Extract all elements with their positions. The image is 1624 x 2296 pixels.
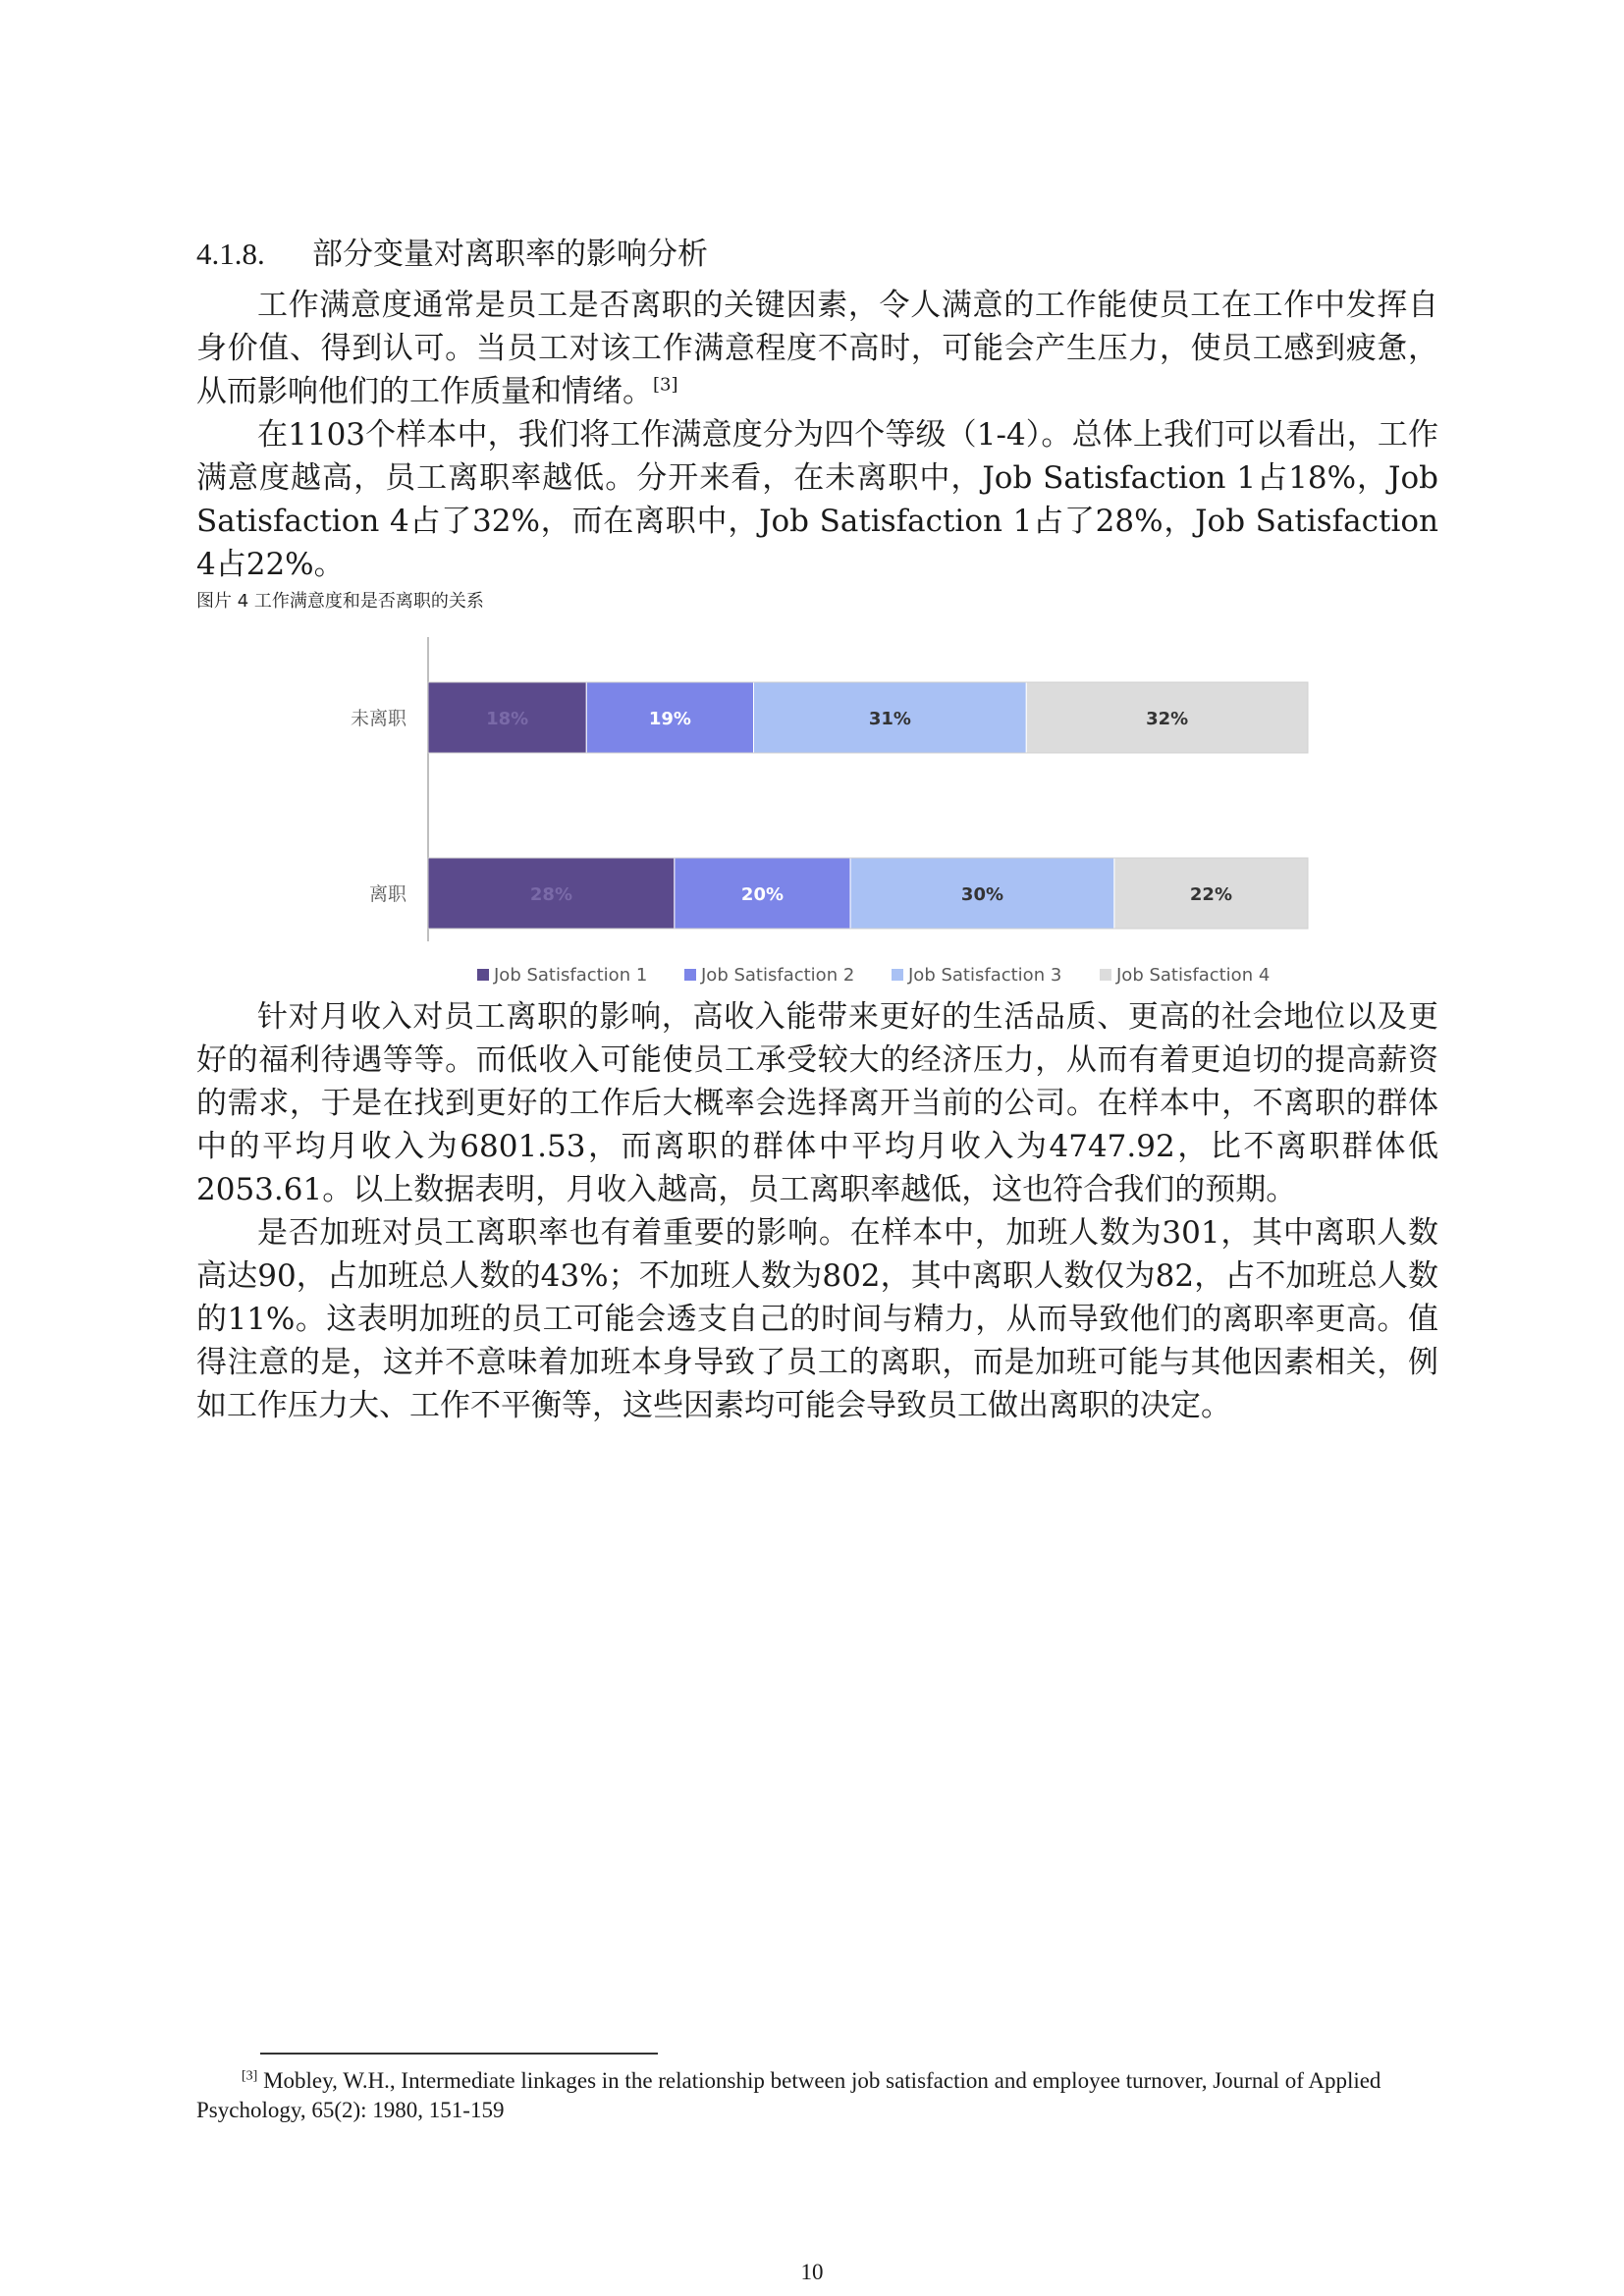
- paragraph-satisfaction-levels: 在1103个样本中，我们将工作满意度分为四个等级（1-4）。总体上我们可以看出，工作满意度越高，员工离职率越低。分开来看，在未离职中，Job Satisfaction 1占18%，Job Satisfaction 4占了32%，而在离职中，Job Satisfaction 1占了28%，Job Satisfaction 4占22%。: [196, 417, 1438, 582]
- footnote-separator: [260, 2053, 658, 2055]
- data-label: 32%: [1146, 709, 1189, 729]
- page-number: 10: [800, 2260, 824, 2284]
- section-heading: [196, 231, 1438, 278]
- figure-chart: [196, 627, 1438, 995]
- footnote-ref: [3]: [242, 2068, 258, 2084]
- legend-swatch: [684, 969, 696, 981]
- paragraph-monthly-income: 针对月收入对员工离职的影响，高收入能带来更好的生活品质、更高的社会地位以及更好的福利待遇等等。而低收入可能使员工承受较大的经济压力，从而有着更迫切的提高薪资的需求，于是在找到更好的工作后大概率会选择离开当前的公司。在样本中，不离职的群体中的平均月收入为6801.53，而离职的群体中平均月收入为4747.92，比不离职群体低2053.61。以上数据表明，月收入越高，员工离职率越低，这也符合我们的预期。: [196, 999, 1438, 1207]
- data-label: 30%: [960, 884, 1004, 905]
- paragraph-text: 工作满意度通常是员工是否离职的关键因素，令人满意的工作能使员工在工作中发挥自身价值、得到认可。当员工对该工作满意程度不高时，可能会产生压力，使员工感到疲惫，从而影响他们的工作质量和情绪。: [196, 288, 1438, 409]
- legend-label: Job Satisfaction 2: [701, 965, 855, 986]
- paragraph-job-satisfaction: [196, 284, 1438, 413]
- stacked-bar-chart: [196, 627, 1438, 995]
- section-title: 部分变量对离职率的影响分析: [312, 237, 708, 272]
- data-label: 28%: [529, 884, 572, 905]
- footnote: [196, 2066, 1438, 2125]
- citation-ref[interactable]: [3]: [653, 374, 678, 396]
- data-label: 18%: [486, 709, 529, 729]
- data-label: 19%: [648, 709, 691, 729]
- category-label: 未离职: [350, 708, 406, 729]
- legend-label: Job Satisfaction 1: [494, 965, 648, 986]
- paragraph-overtime: 是否加班对员工离职率也有着重要的影响。在样本中，加班人数为301，其中离职人数高达90，占加班总人数的43%；不加班人数为802，其中离职人数仅为82，占不加班总人数的11%。这表明加班的员工可能会透支自己的时间与精力，从而导致他们的离职率更高。值得注意的是，这并不意味着加班本身导致了员工的离职，而是加班可能与其他因素相关，例如工作压力大、工作不平衡等，这些因素均可能会导致员工做出离职的决定。: [196, 1215, 1438, 1423]
- legend-label: Job Satisfaction 4: [1116, 965, 1271, 986]
- legend-swatch: [892, 969, 903, 981]
- page-content: [196, 231, 1438, 1427]
- legend-swatch: [1100, 969, 1111, 981]
- legend-label: Job Satisfaction 3: [908, 965, 1062, 986]
- data-label: 31%: [868, 709, 911, 729]
- data-label: 22%: [1189, 884, 1232, 905]
- legend-swatch: [477, 969, 489, 981]
- category-label: 离职: [368, 883, 406, 905]
- figure-caption: 图片 4 工作满意度和是否离职的关系: [196, 591, 484, 612]
- footnote-text: Mobley, W.H., Intermediate linkages in the relationship between job satisfaction and employee turnover, Journal of Applied Psychology, 65(2): 1980, 151-159: [196, 2068, 1381, 2122]
- section-number: 4.1.8.: [196, 237, 265, 271]
- data-label: 20%: [740, 884, 785, 905]
